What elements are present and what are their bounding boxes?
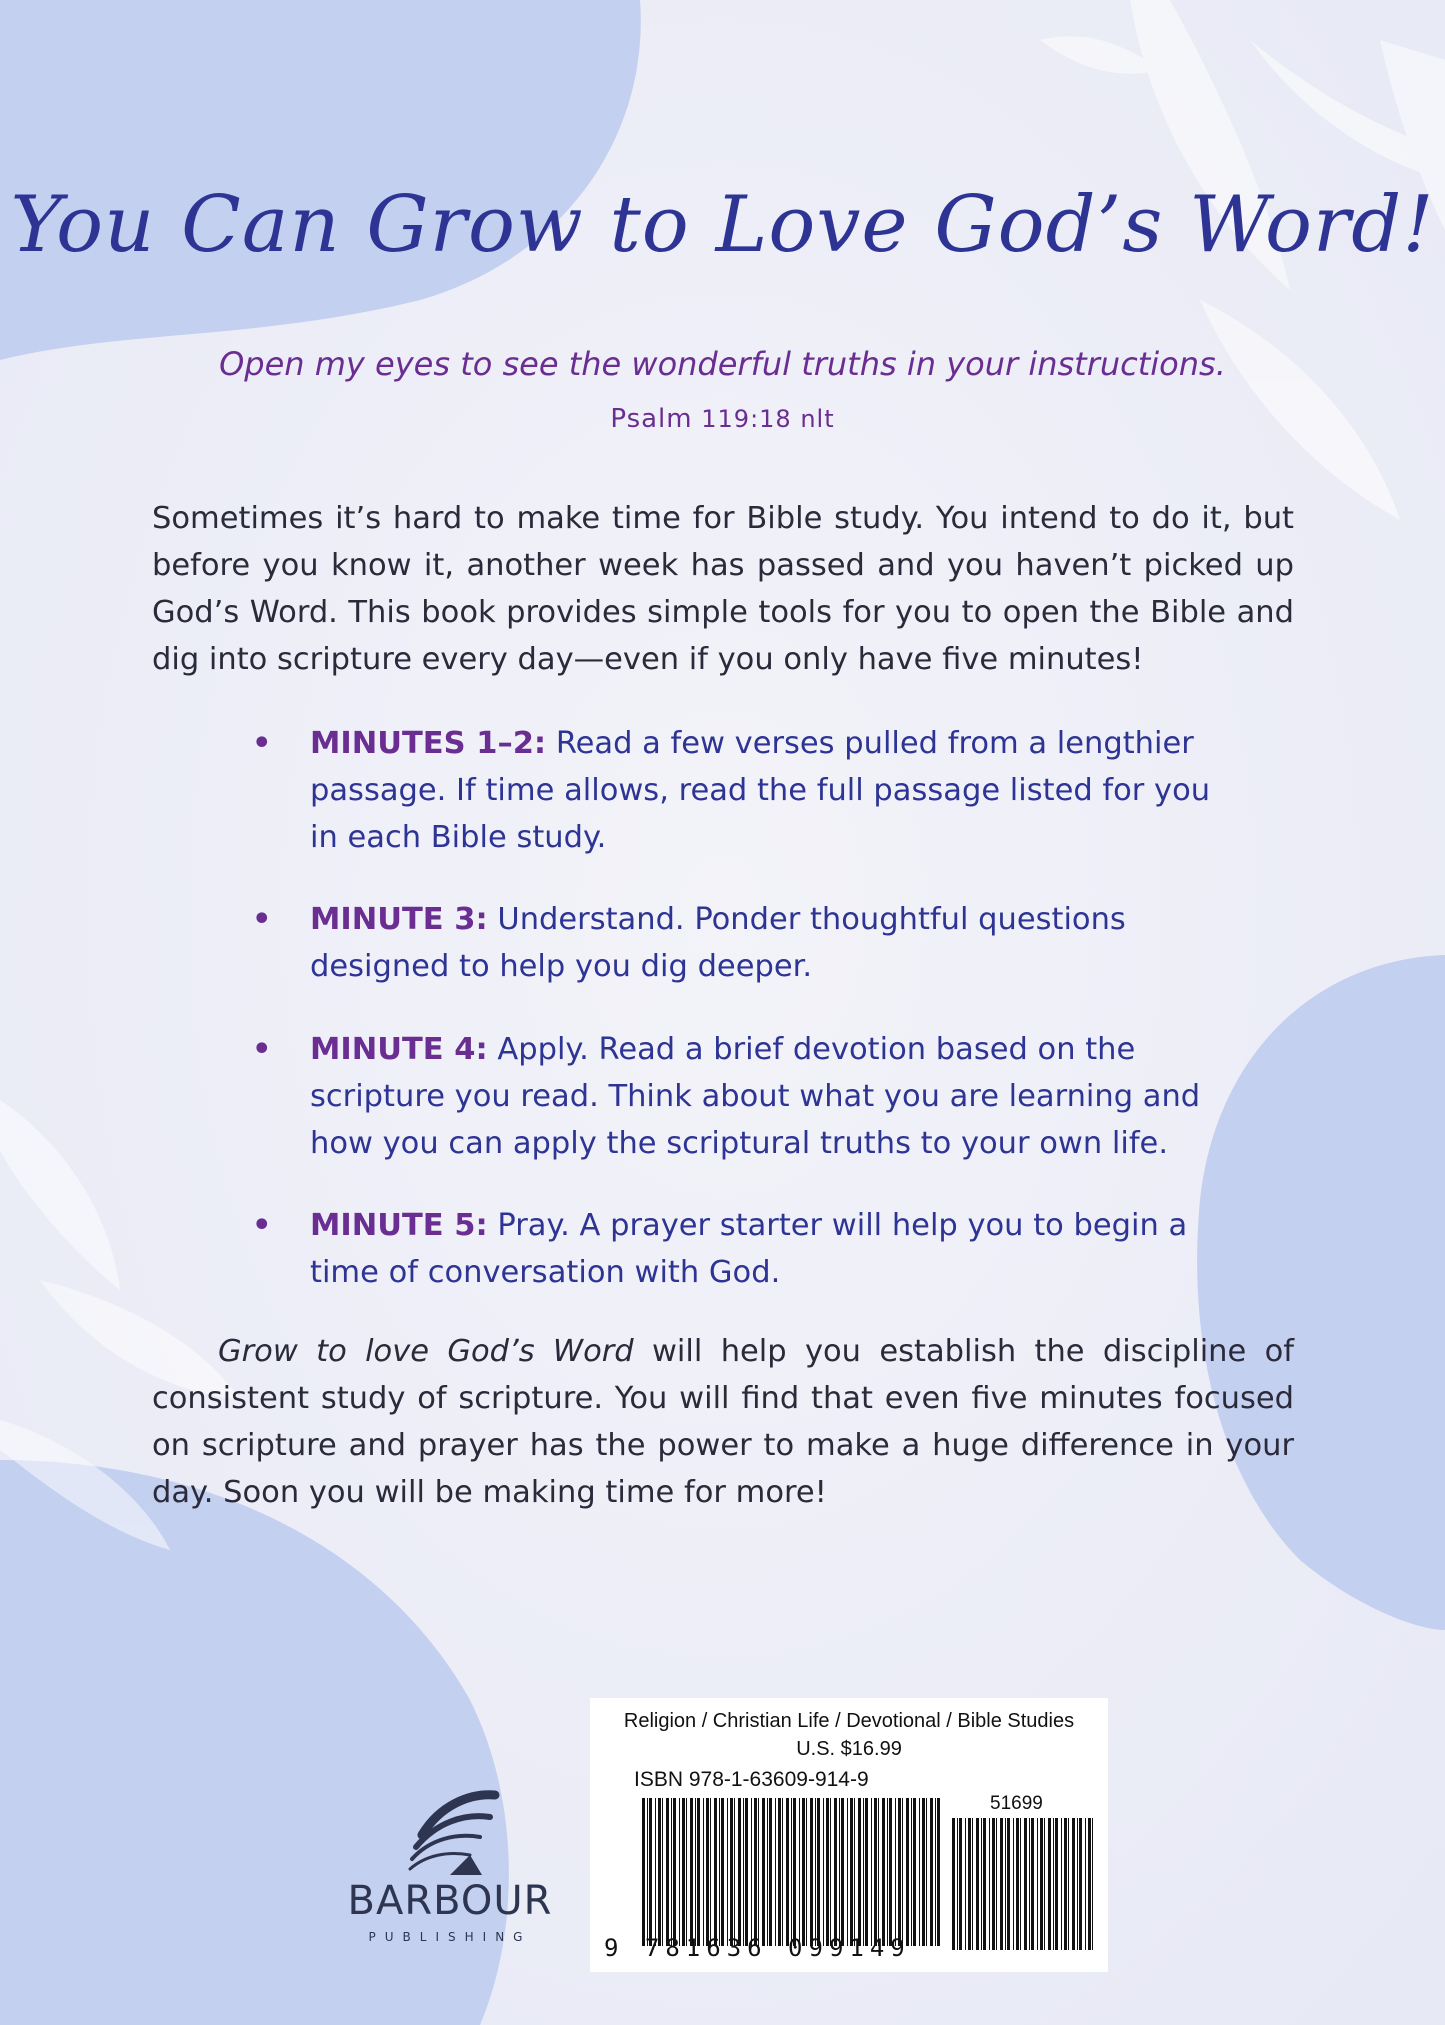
barcode-bar: [662, 1798, 663, 1946]
barcode-bar: [839, 1798, 840, 1946]
barcode-bar: [902, 1798, 903, 1946]
barcode-bar: [1053, 1818, 1054, 1950]
barcode-bar: [1005, 1818, 1006, 1950]
barcode-bar: [1092, 1818, 1093, 1950]
barcode-bar: [919, 1798, 920, 1946]
barcode-bar: [878, 1798, 879, 1946]
barcode-bar: [751, 1798, 752, 1946]
barcode-bar: [826, 1798, 829, 1946]
bullet-label: MINUTE 4:: [310, 1032, 488, 1067]
barcode-bar: [858, 1798, 861, 1946]
barcode-bar: [714, 1798, 717, 1946]
barcode-bar: [1013, 1818, 1014, 1950]
barcode-bar: [1055, 1818, 1058, 1950]
barcode-bar: [1068, 1818, 1069, 1950]
intro-paragraph: Sometimes it’s hard to make time for Bible study. You intend to do it, but before you know it, another week has passed and you haven’t picked up God’s Word. This book provides simple tools for you to open the Bible and dig into scripture every day—even if you only have five minutes!: [152, 501, 1294, 677]
list-item: [250, 720, 1230, 860]
barcode-bar: [1007, 1818, 1010, 1950]
bullet-label: MINUTE 3:: [310, 902, 488, 937]
barcode-bar: [1037, 1818, 1038, 1950]
barcode-bar: [1000, 1818, 1003, 1950]
barcode-bar: [695, 1798, 696, 1946]
barcode-price-code: 51699: [990, 1793, 1043, 1814]
barcode-bar: [898, 1798, 901, 1946]
barcode-bar: [745, 1798, 748, 1946]
barcode-bar: [1064, 1818, 1067, 1950]
scripture-verse: Open my eyes to see the wonderful truths in your instructions.: [219, 345, 1226, 383]
barcode-bar: [1044, 1818, 1045, 1950]
publisher-logo-icon: [330, 1775, 570, 1955]
barcode-bar: [791, 1798, 792, 1946]
barcode-bar: [976, 1818, 979, 1950]
barcode-bar: [762, 1798, 765, 1946]
barcode-bar: [841, 1798, 844, 1946]
barcode-bar: [865, 1798, 868, 1946]
barcode-bar: [1020, 1818, 1021, 1950]
reference-version: nlt: [800, 405, 835, 433]
barcode-bar: [767, 1798, 768, 1946]
barcode-bar: [935, 1798, 936, 1946]
barcode-bar: [679, 1798, 680, 1946]
page-title: You Can Grow to Love God’s Word!: [10, 180, 1435, 270]
barcode-bar: [782, 1798, 783, 1946]
barcode-bar: [758, 1798, 759, 1946]
barcode-bar: [1029, 1818, 1030, 1950]
closing-book-title: Grow to love God’s Word: [218, 1334, 634, 1369]
reference-chapter: 119:18: [701, 405, 792, 433]
barcode-bar: [727, 1798, 728, 1946]
bullet-text: Understand. Ponder thoughtful questions designed to help you dig deeper.: [310, 902, 1126, 984]
barcode-bar: [823, 1798, 824, 1946]
barcode-bar: [706, 1798, 709, 1946]
barcode-bar: [989, 1818, 990, 1950]
barcode-bar: [1079, 1818, 1082, 1950]
list-item: [250, 1202, 1230, 1296]
barcode-bar: [697, 1798, 700, 1946]
bullet-text: Read a few verses pulled from a lengthier passage. If time allows, read the full passage listed for you in each Bible study.: [310, 726, 1211, 855]
barcode-bar: [996, 1818, 997, 1950]
barcode-bar: [850, 1798, 853, 1946]
barcode-bar: [959, 1818, 962, 1950]
barcode-bar: [937, 1798, 940, 1946]
barcode-bar: [817, 1798, 820, 1946]
barcode-bar: [981, 1818, 982, 1950]
barcode-bar: [721, 1798, 724, 1946]
barcode-bar: [649, 1798, 652, 1946]
barcode-bar: [666, 1798, 669, 1946]
barcode-label: [590, 1698, 1108, 1972]
barcode-bar: [658, 1798, 661, 1946]
barcode-bar: [906, 1798, 909, 1946]
barcode-bar: [1031, 1818, 1034, 1950]
barcode-bar: [655, 1798, 656, 1946]
barcode-price: U.S. $16.99: [796, 1738, 902, 1760]
barcode-bar: [806, 1798, 807, 1946]
barcode-bar: [775, 1798, 776, 1946]
barcode-bar: [815, 1798, 816, 1946]
barcode-bar: [887, 1798, 888, 1946]
bullet-dot-icon: •: [252, 726, 272, 761]
bullet-label: MINUTES 1–2:: [310, 726, 547, 761]
barcode-bar: [743, 1798, 744, 1946]
bullet-label: MINUTE 5:: [310, 1208, 488, 1243]
barcode-bar: [874, 1798, 877, 1946]
barcode-bar: [854, 1798, 855, 1946]
barcode-bar: [1048, 1818, 1051, 1950]
barcode-bar: [952, 1818, 955, 1950]
publisher-subtitle: PUBLISHING: [368, 1930, 532, 1944]
barcode-bar: [1088, 1818, 1091, 1950]
barcode-bar: [671, 1798, 672, 1946]
barcode-bar: [1085, 1818, 1086, 1950]
barcode-bar: [719, 1798, 720, 1946]
reference-book: Psalm: [610, 404, 693, 434]
barcode-bar: [1024, 1818, 1027, 1950]
closing-text: will help you establish the discipline of consistent study of scripture. You will find that even five minutes focused on scripture and prayer has the power to make a huge difference in your day. Soon you will be making time for more!: [152, 1334, 1294, 1510]
barcode-bar: [778, 1798, 781, 1946]
barcode-bar: [847, 1798, 848, 1946]
barcode-bar: [810, 1798, 813, 1946]
barcode-addon-bars: [952, 1818, 1096, 1950]
bullet-text: Apply. Read a brief devotion based on the scripture you read. Think about what you are learning and how you can apply the scriptural truths to your own life.: [310, 1032, 1201, 1161]
barcode-bar: [769, 1798, 772, 1946]
list-item: [250, 1026, 1230, 1166]
bullet-dot-icon: •: [252, 902, 272, 937]
barcode-category: Religion / Christian Life / Devotional / Bible Studies: [623, 1710, 1075, 1732]
list-item: [250, 896, 1230, 990]
barcode-bar: [703, 1798, 704, 1946]
barcode-bar: [1072, 1818, 1075, 1950]
barcode-bar: [926, 1798, 927, 1946]
barcode-bar: [754, 1798, 757, 1946]
bullet-dot-icon: •: [252, 1032, 272, 1067]
publisher-name: BARBOUR: [347, 1878, 553, 1924]
barcode-isbn: ISBN 978-1-63609-914-9: [634, 1768, 869, 1791]
barcode-digits: 9 781636 099149: [604, 1934, 911, 1962]
barcode-bar: [710, 1798, 711, 1946]
barcode-bar: [992, 1818, 995, 1950]
barcode-bar: [647, 1798, 648, 1946]
barcode-bar: [834, 1798, 837, 1946]
barcode-bar: [871, 1798, 872, 1946]
barcode-bar: [802, 1798, 805, 1946]
barcode-bar: [690, 1798, 693, 1946]
barcode-bar: [1040, 1818, 1043, 1950]
barcode-bar: [793, 1798, 796, 1946]
barcode-bar: [968, 1818, 971, 1950]
barcode-bar: [730, 1798, 733, 1946]
barcode-bar: [972, 1818, 973, 1950]
barcode-bar: [965, 1818, 966, 1950]
barcode-bar: [983, 1818, 986, 1950]
barcode-bar: [1061, 1818, 1062, 1950]
barcode-bar: [882, 1798, 885, 1946]
barcode-bar: [863, 1798, 864, 1946]
barcode-bar: [686, 1798, 687, 1946]
barcode-bar: [1016, 1818, 1019, 1950]
barcode-bar: [734, 1798, 735, 1946]
barcode-bar: [930, 1798, 933, 1946]
closing-paragraph: [152, 1328, 1294, 1516]
bullet-dot-icon: •: [252, 1208, 272, 1243]
barcode-bar: [1077, 1818, 1078, 1950]
barcode-bar: [642, 1798, 645, 1946]
barcode-bar: [922, 1798, 925, 1946]
minutes-list: [250, 720, 1230, 1296]
bullet-text: Pray. A prayer starter will help you to begin a time of conversation with God.: [310, 1208, 1188, 1290]
barcode-bar: [682, 1798, 685, 1946]
barcode-bar: [830, 1798, 831, 1946]
barcode-bar: [738, 1798, 741, 1946]
barcode-main-bars: [642, 1798, 940, 1946]
barcode-bar: [913, 1798, 916, 1946]
barcode-bar: [799, 1798, 800, 1946]
barcode-bar: [673, 1798, 676, 1946]
barcode-bar: [911, 1798, 912, 1946]
scripture-reference: [0, 404, 1445, 434]
barcode-bar: [786, 1798, 789, 1946]
barcode-bar: [889, 1798, 892, 1946]
barcode-bar: [957, 1818, 958, 1950]
barcode-bar: [895, 1798, 896, 1946]
